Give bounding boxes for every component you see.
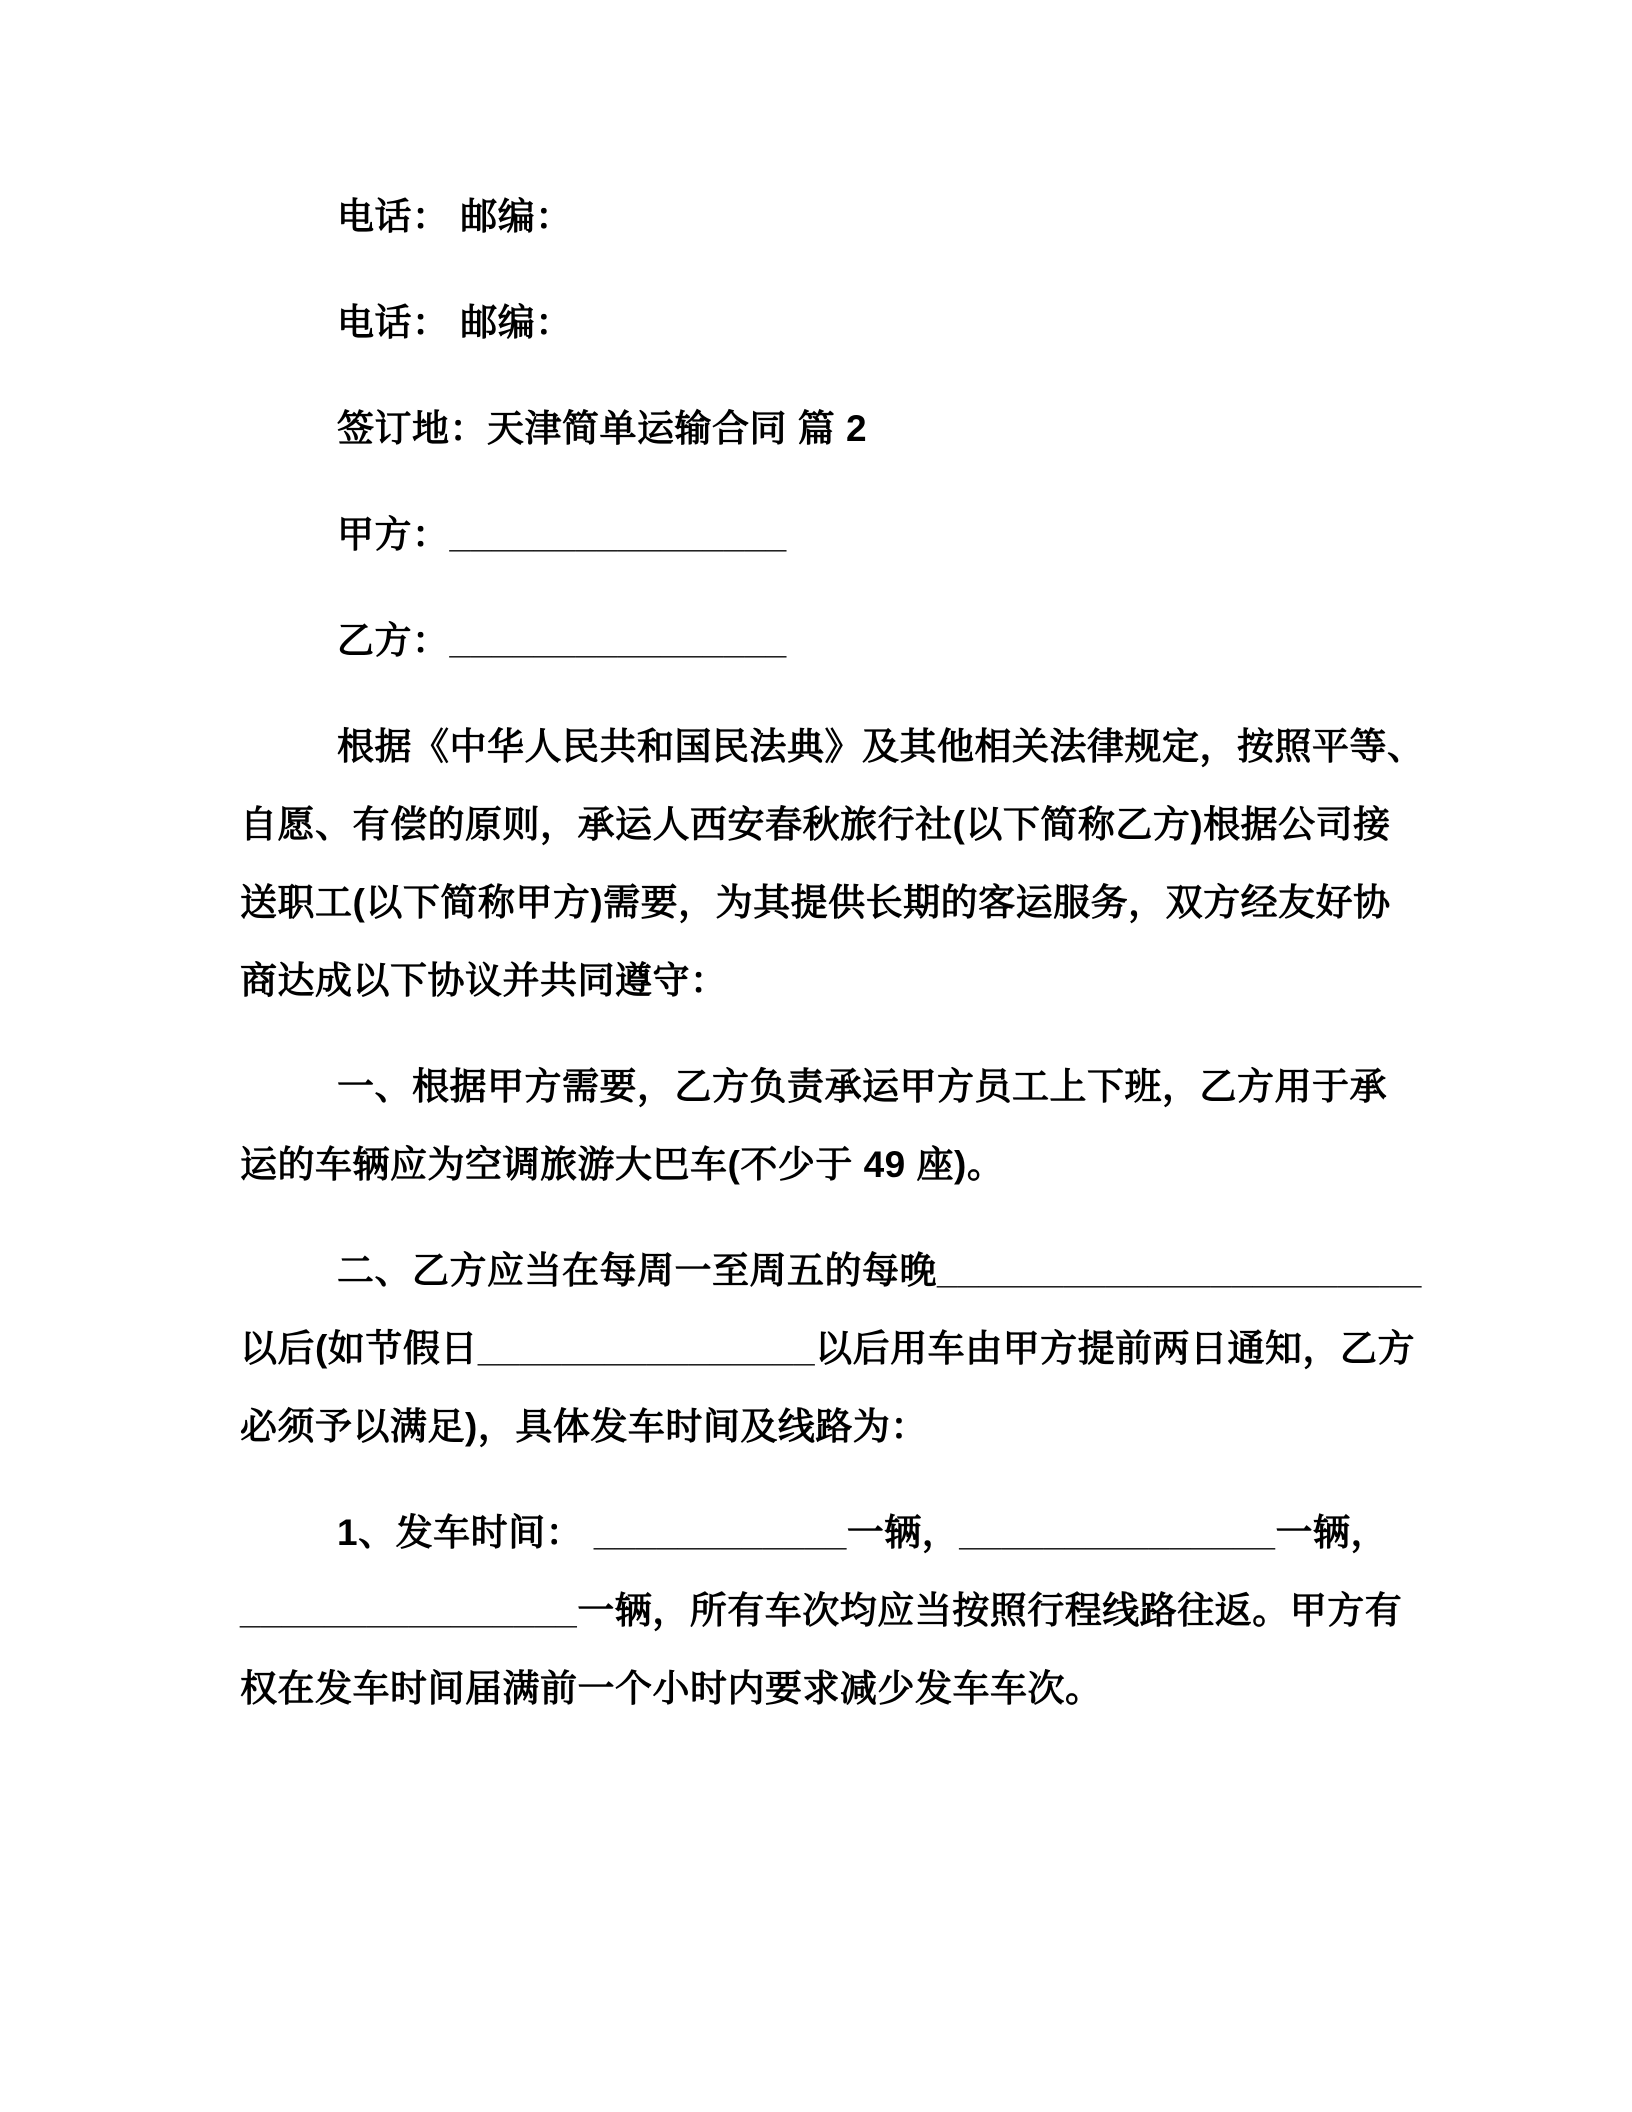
clause-2-item-1-line-1: 1、发车时间： ____________一辆，_______________一辆，: [337, 1512, 1388, 1553]
phone-postal-line-1-line-1: 电话： 邮编：: [337, 196, 573, 237]
preamble-line-2: 自愿、有偿的原则，承运人西安春秋旅行社(以下简称乙方)根据公司接: [240, 804, 1391, 845]
clause-2: [240, 1232, 1422, 1466]
preamble-line-4: 商达成以下协议并共同遵守：: [240, 960, 728, 1001]
clause-2-line-2: 以后(如节假日________________以后用车由甲方提前两日通知，乙方: [240, 1328, 1416, 1369]
clause-1: [240, 1048, 1392, 1204]
clause-2-item-1-line-2: ________________一辆，所有车次均应当按照行程线路往返。甲方有: [240, 1590, 1403, 1631]
preamble-line-1: 根据《中华人民共和国民法典》及其他相关法律规定，按照平等、: [337, 726, 1425, 767]
phone-postal-line-1: [240, 178, 1392, 256]
party-a-field: [240, 496, 1392, 574]
party-a-field-line-1: 甲方：________________: [337, 514, 787, 555]
preamble: [240, 708, 1425, 1020]
party-b-field-line-1: 乙方：________________: [337, 620, 787, 661]
signing-place-line-line-1: 签订地：天津简单运输合同 篇 2: [337, 408, 868, 449]
party-b-field: [240, 602, 1392, 680]
clause-2-item-1: [240, 1494, 1403, 1728]
phone-postal-line-2: [240, 284, 1392, 362]
signing-place-line: [240, 390, 1392, 468]
phone-postal-line-2-line-1: 电话： 邮编：: [337, 302, 573, 343]
contract-body: [240, 178, 1425, 1728]
clause-1-line-2: 运的车辆应为空调旅游大巴车(不少于 49 座)。: [240, 1144, 1005, 1185]
clause-2-line-1: 二、乙方应当在每周一至周五的每晚_______________________: [337, 1250, 1422, 1291]
clause-1-line-1: 一、根据甲方需要，乙方负责承运甲方员工上下班，乙方用于承: [337, 1066, 1387, 1107]
preamble-line-3: 送职工(以下简称甲方)需要，为其提供长期的客运服务，双方经友好协: [240, 882, 1391, 923]
clause-2-line-3: 必须予以满足)，具体发车时间及线路为：: [240, 1406, 928, 1447]
clause-2-item-1-line-3: 权在发车时间届满前一个小时内要求减少发车车次。: [240, 1668, 1103, 1709]
